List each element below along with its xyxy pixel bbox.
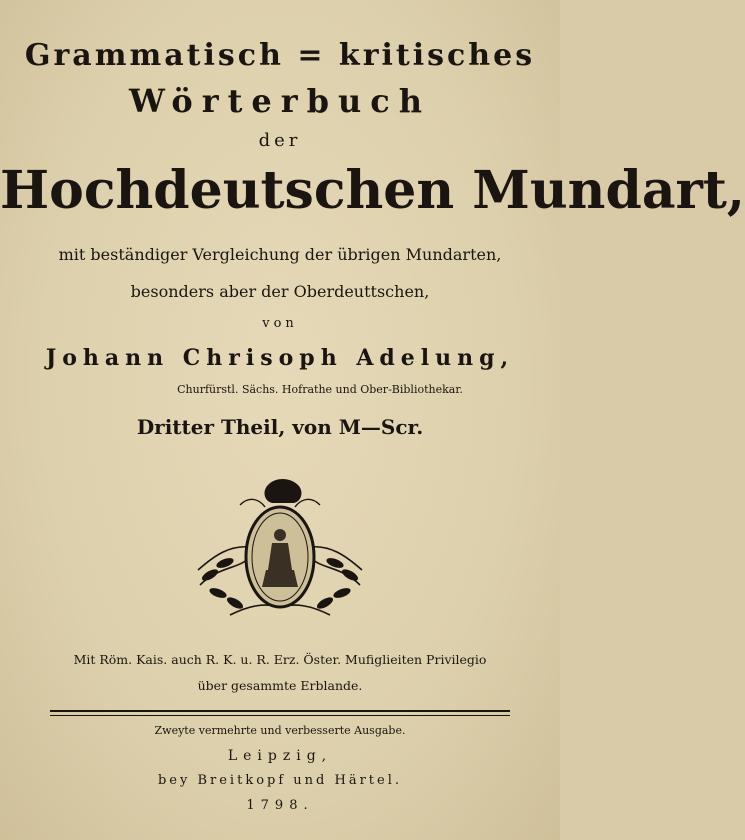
- privilege-line-1: Mit Röm. Kais. auch R. K. u. R. Erz. Öster. Mufiglieiten Privilegio: [73, 652, 487, 667]
- imprint-year: 1798.: [246, 798, 314, 813]
- title-line-1: Grammatisch = kritisches: [24, 38, 536, 73]
- imprint-city: Leipzig,: [227, 748, 333, 764]
- crest-emblem-icon: [190, 475, 370, 625]
- author-title: Churfürstl. Sächs. Hofrathe und Ober-Bibliothekar.: [177, 383, 463, 396]
- subtitle-line-2: besonders aber der Oberdeuttschen,: [130, 282, 430, 301]
- title-line-2: Wörterbuch: [129, 82, 431, 120]
- divider-rule-thin: [50, 715, 510, 716]
- volume-label: Dritter Theil, von M—Scr.: [136, 415, 424, 439]
- author-name: Johann Chrisoph Adelung,: [45, 345, 515, 371]
- subtitle-line-1: mit beständiger Vergleichung der übrigen Mundarten,: [58, 245, 502, 264]
- edition-note: Zweyte vermehrte und verbesserte Ausgabe.: [154, 724, 406, 737]
- title-line-3: der: [258, 130, 302, 151]
- privilege-line-2: über gesammte Erblande.: [197, 678, 363, 693]
- by-line: von: [262, 316, 298, 331]
- main-title: Hochdeutschen Mundart,: [0, 160, 745, 221]
- divider-rule: [50, 710, 510, 712]
- imprint-publisher: bey Breitkopf und Härtel.: [157, 773, 402, 788]
